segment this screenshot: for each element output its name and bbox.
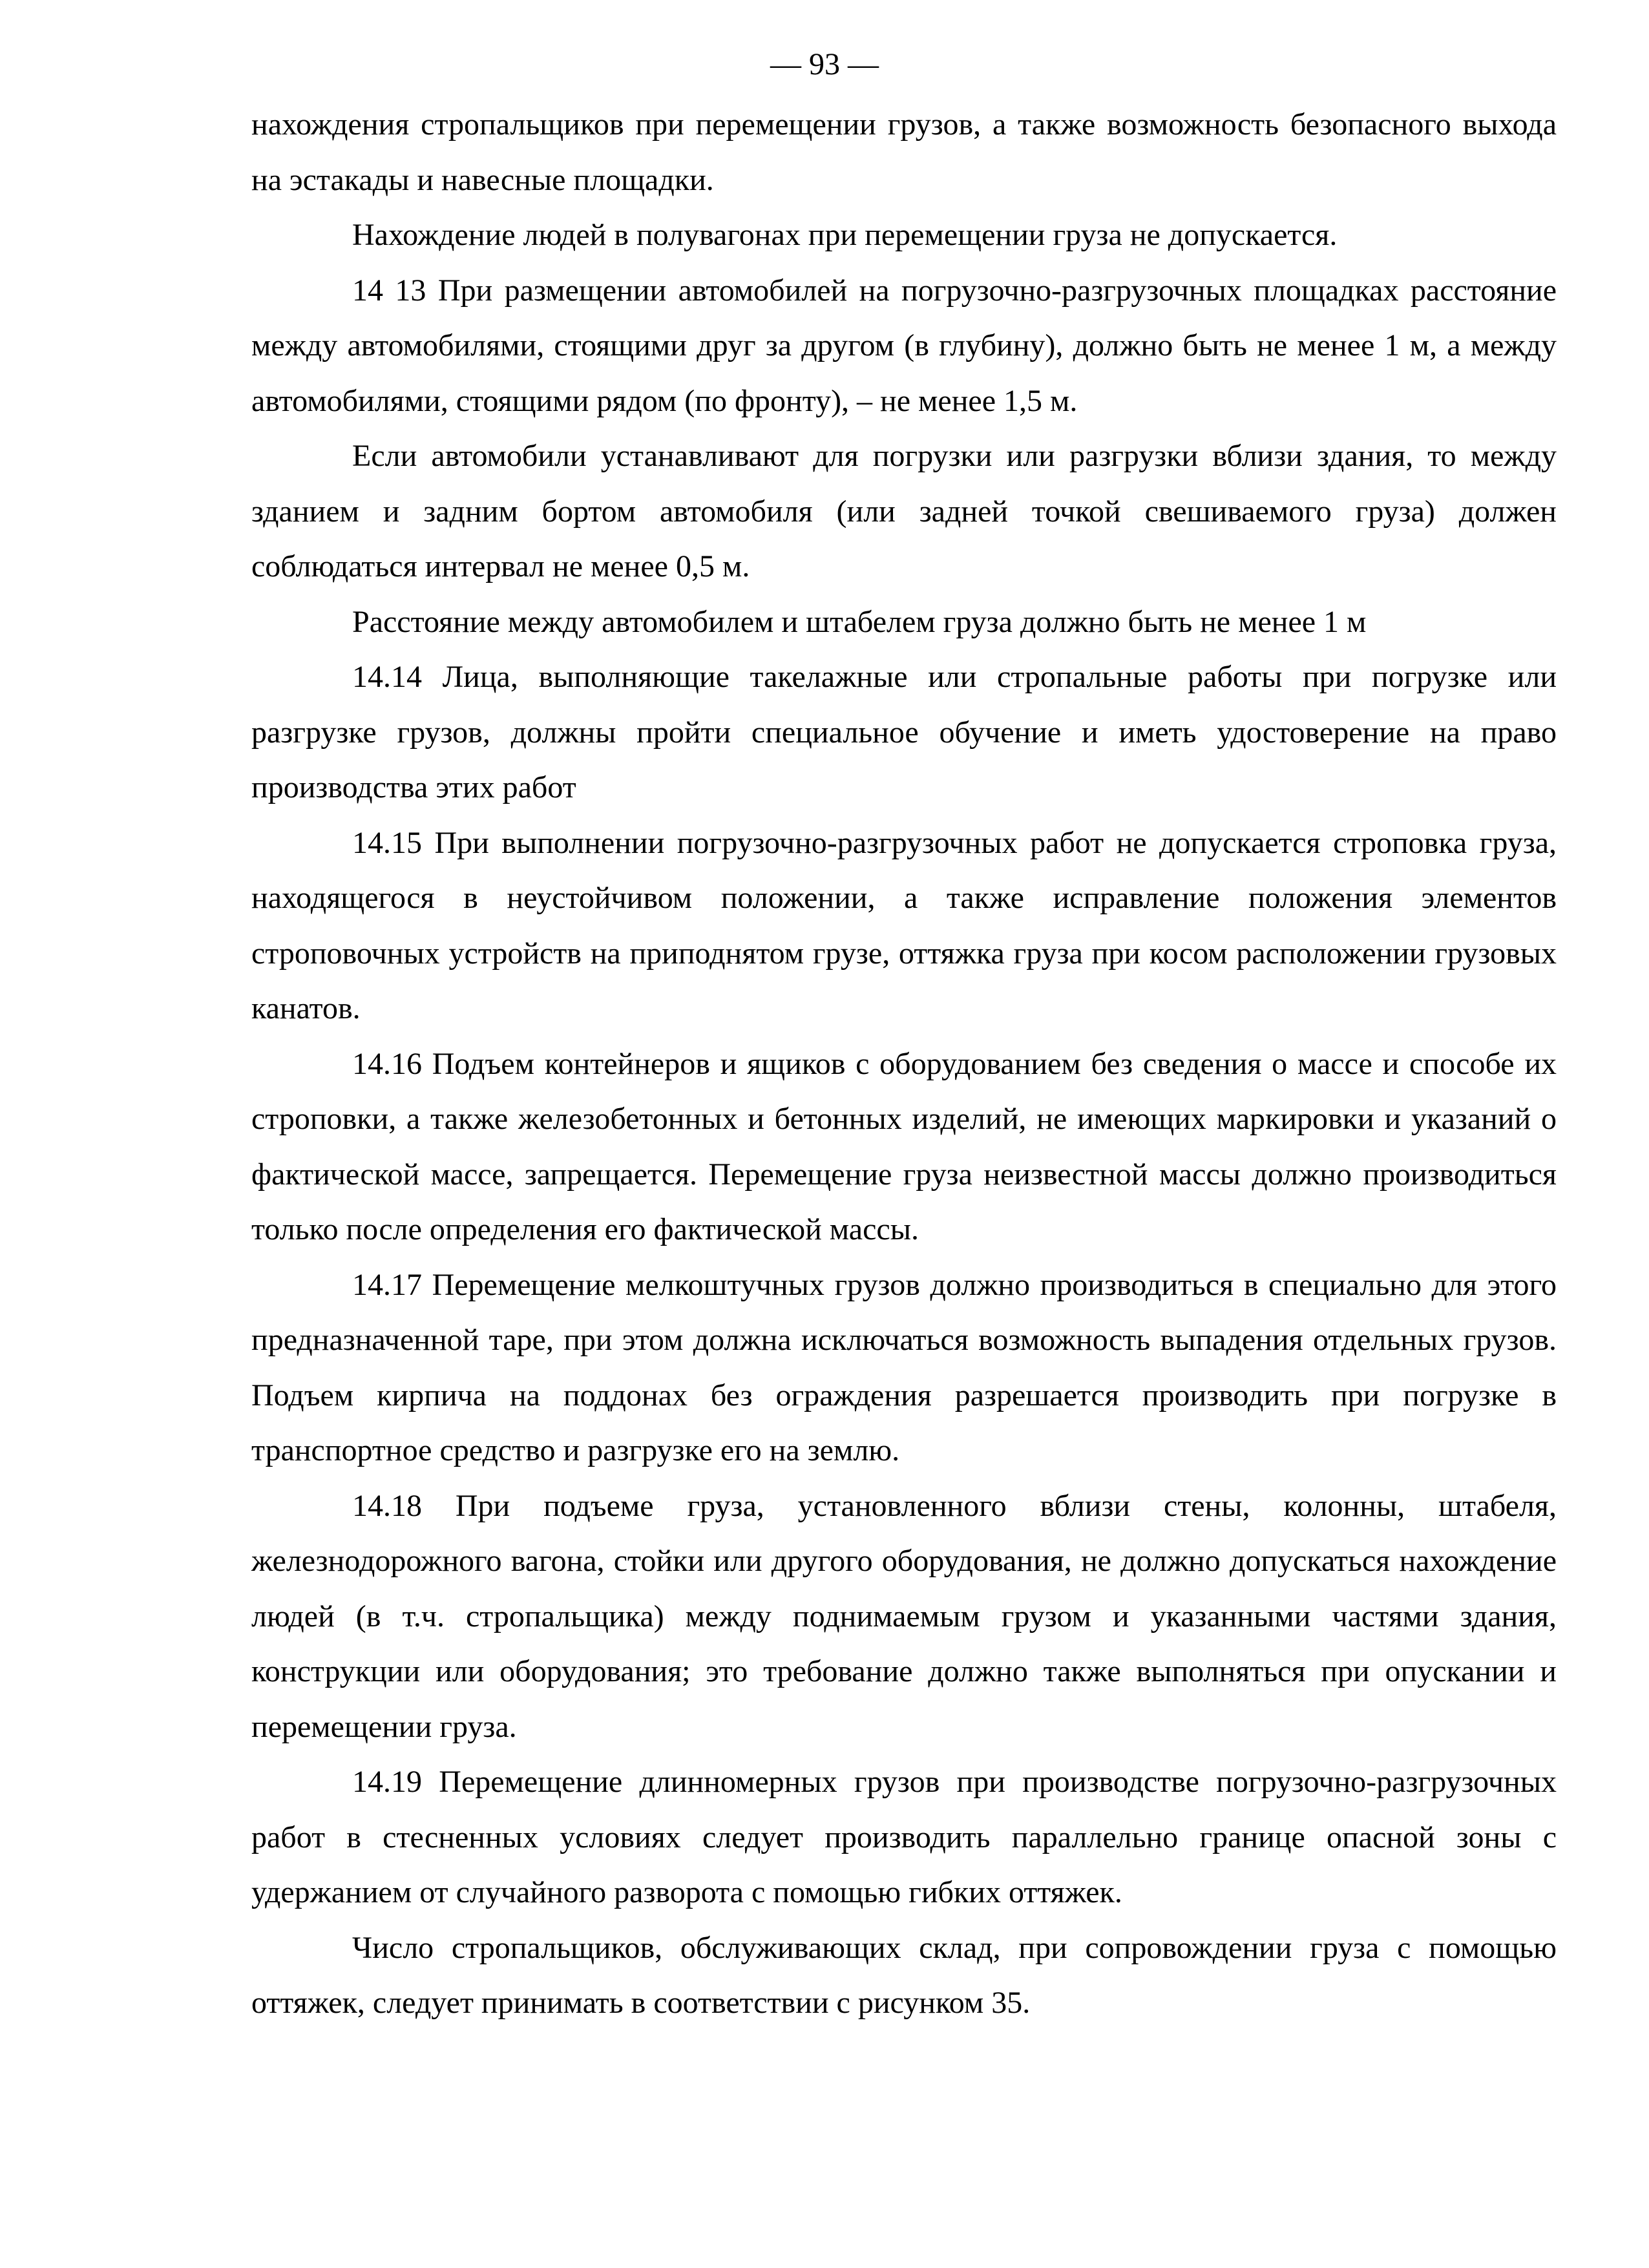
page-number: — 93 — <box>770 47 879 81</box>
document-body <box>251 97 1557 2031</box>
paragraph-14-17: 14.17 Перемещение мелкоштучных грузов должно производиться в специально для этого предназначенной таре, при этом должна исключаться возможность выпадения отдельных грузов. Подъем кирпича на поддонах без ограждения разрешается производить при погрузке в транспортное средство и разгрузке его на землю. <box>251 1267 1557 1467</box>
paragraph-loading-near-building: Если автомобили устанавливают для погрузки или разгрузки вблизи здания, то между зданием и задним бортом автомобиля (или задней точкой свешиваемого груза) должен соблюдаться интервал не менее 0,5 м. <box>251 439 1557 583</box>
paragraph-14-13: 14 13 При размещении автомобилей на погрузочно-разгрузочных площадках расстояние между автомобилями, стоящими друг за другом (в глубину), должно быть не менее 1 м, а между автомобилями, стоящими рядом (по фронту), – не менее 1,5 м. <box>251 273 1557 418</box>
paragraph-14-14: 14.14 Лица, выполняющие такелажные или стропальные работы при погрузке или разгрузке грузов, должны пройти специальное обучение и иметь удостоверение на право производства этих работ <box>251 660 1557 804</box>
paragraph-14-15: 14.15 При выполнении погрузочно-разгрузочных работ не допускается строповка груза, находящегося в неустойчивом положении, а также исправление положения элементов строповочных устройств на приподнятом грузе, оттяжка груза при косом расположении грузовых канатов. <box>251 825 1557 1025</box>
paragraph-distance-to-stack: Расстояние между автомобилем и штабелем груза должно быть не менее 1 м <box>352 604 1367 639</box>
paragraph-14-16: 14.16 Подъем контейнеров и ящиков с оборудованием без сведения о массе и способе их строповки, а также железобетонных и бетонных изделий, не имеющих маркировки и указаний о фактической массе, запрещается. Перемещение груза неизвестной массы должно производиться только после определения его фактической массы. <box>251 1046 1557 1246</box>
paragraph-continuation: нахождения стропальщиков при перемещении грузов, а также возможность безопасного выхода на эстакады и навесные площадки. <box>251 107 1557 197</box>
paragraph-slingers-count: Число стропальщиков, обслуживающих склад, при сопровождении груза с помощью оттяжек, следует принимать в соответствии с рисунком 35. <box>251 1930 1557 2020</box>
paragraph-14-18: 14.18 При подъеме груза, установленного вблизи стены, колонны, штабеля, железнодорожного вагона, стойки или другого оборудования, не должно допускаться нахождение людей (в т.ч. стропальщика) между поднимаемым грузом и указанными частями здания, конструкции или оборудования; это требование должно также выполняться при опускании и перемещении груза. <box>251 1488 1557 1744</box>
paragraph-people-in-gondola-cars: Нахождение людей в полувагонах при перемещении груза не допускается. <box>352 218 1338 252</box>
paragraph-14-19: 14.19 Перемещение длинномерных грузов при производстве погрузочно-разгрузочных работ в стесненных условиях следует производить параллельно границе опасной зоны с удержанием от случайного разворота с помощью гибких оттяжек. <box>251 1765 1557 1909</box>
